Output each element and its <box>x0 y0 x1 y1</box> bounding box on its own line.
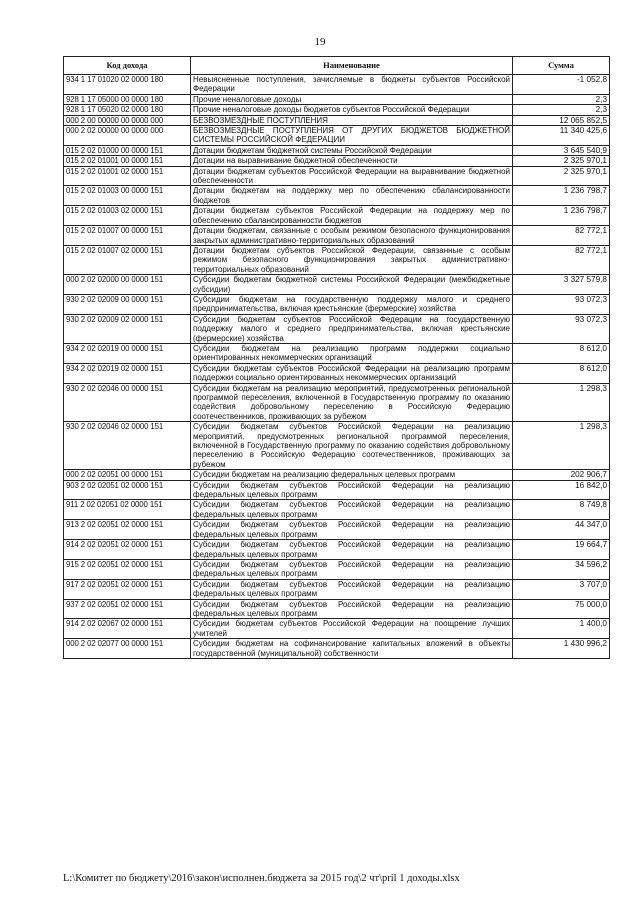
row-sum: 8 749,8 <box>513 500 610 520</box>
row-name: Субсидии бюджетам на реализацию федеральных целевых программ <box>191 470 513 480</box>
row-sum: 44 347,0 <box>513 520 610 540</box>
row-sum: 82 772,1 <box>513 245 610 274</box>
row-code: 930 2 02 02046 02 0000 151 <box>64 422 191 470</box>
table-row <box>64 294 610 314</box>
row-code: 015 2 02 01003 02 0000 151 <box>64 206 191 226</box>
row-code: 015 2 02 01007 02 0000 151 <box>64 245 191 274</box>
revenue-table <box>63 56 610 659</box>
row-sum: 11 340 425,6 <box>513 126 610 146</box>
row-sum: 1 298,3 <box>513 422 610 470</box>
row-sum: 1 430 996,2 <box>513 639 610 659</box>
table-row <box>64 186 610 206</box>
page-number: 19 <box>314 36 326 48</box>
row-name: Субсидии бюджетам субъектов Российской Федерации на поощрение лучших учителей <box>191 619 513 639</box>
table-row <box>64 500 610 520</box>
table-row <box>64 363 610 383</box>
table-row <box>64 619 610 639</box>
row-sum: 1 400,0 <box>513 619 610 639</box>
row-sum: -1 052,8 <box>513 75 610 95</box>
table-row <box>64 75 610 95</box>
row-sum: 82 772,1 <box>513 226 610 246</box>
row-name: Дотации бюджетам, связанные с особым режимом безопасного функционирования закрытых административно-территориальных образований <box>191 226 513 246</box>
table-row <box>64 540 610 560</box>
table-row <box>64 145 610 155</box>
row-sum: 75 000,0 <box>513 599 610 619</box>
row-sum: 2 325 970,1 <box>513 156 610 166</box>
row-code: 000 2 02 02077 00 0000 151 <box>64 639 191 659</box>
table-row <box>64 480 610 500</box>
table-row <box>64 343 610 363</box>
table-row <box>64 639 610 659</box>
row-code: 911 2 02 02051 02 0000 151 <box>64 500 191 520</box>
row-name: Дотации бюджетам на поддержку мер по обеспечению сбалансированности бюджетов <box>191 186 513 206</box>
header-name: Наименование <box>191 57 513 75</box>
table-row <box>64 579 610 599</box>
header-sum: Сумма <box>513 57 610 75</box>
row-code: 000 2 02 02000 00 0000 151 <box>64 275 191 295</box>
row-name: Дотации бюджетам субъектов Российской Федерации на выравнивание бюджетной обеспеченности <box>191 166 513 186</box>
table-row <box>64 422 610 470</box>
table-row <box>64 166 610 186</box>
row-sum: 3 327 579,8 <box>513 275 610 295</box>
row-name: Субсидии бюджетам субъектов Российской Федерации на реализацию мероприятий, предусмотренных региональной программой переселения, включенной в Государственную программу по оказанию содействия добровольному переселению в Российскую Федерацию соотечественников, проживающих за рубежом <box>191 422 513 470</box>
table-row <box>64 470 610 480</box>
table-row <box>64 115 610 125</box>
row-name: Дотации бюджетам субъектов Российской Федерации, связанные с особым режимом безопасного функционирования закрытых административно-территориальных образований <box>191 245 513 274</box>
row-code: 015 2 02 01001 00 0000 151 <box>64 156 191 166</box>
table-row <box>64 105 610 115</box>
table-row <box>64 314 610 343</box>
row-name: Субсидии бюджетам субъектов Российской Федерации на реализацию федеральных целевых программ <box>191 500 513 520</box>
row-name: Субсидии бюджетам на реализацию программ поддержки социально ориентированных некоммерческих организаций <box>191 343 513 363</box>
table-row <box>64 126 610 146</box>
row-code: 934 2 02 02019 02 0000 151 <box>64 363 191 383</box>
table-row <box>64 599 610 619</box>
row-code: 930 2 02 02009 02 0000 151 <box>64 314 191 343</box>
row-code: 015 2 02 01001 02 0000 151 <box>64 166 191 186</box>
row-name: Субсидии бюджетам на государственную поддержку малого и среднего предпринимательства, включая крестьянские (фермерские) хозяйства <box>191 294 513 314</box>
row-code: 015 2 02 01003 00 0000 151 <box>64 186 191 206</box>
row-code: 934 1 17 01020 02 0000 180 <box>64 75 191 95</box>
row-sum: 93 072,3 <box>513 294 610 314</box>
table-row <box>64 226 610 246</box>
table-row <box>64 383 610 422</box>
table-row <box>64 559 610 579</box>
row-sum: 2,3 <box>513 105 610 115</box>
row-name: Субсидии бюджетам субъектов Российской Федерации на реализацию федеральных целевых программ <box>191 579 513 599</box>
table-header-row <box>64 57 610 75</box>
row-name: Субсидии бюджетам на реализацию мероприятий, предусмотренных региональной программой переселения, включенной в Государственную программу по оказанию содействия добровольному переселению в Российскую Федерацию соотечественников, проживающих за рубежом <box>191 383 513 422</box>
row-sum: 19 664,7 <box>513 540 610 560</box>
table-row <box>64 94 610 104</box>
row-sum: 3 645 540,9 <box>513 145 610 155</box>
row-code: 015 2 02 01007 00 0000 151 <box>64 226 191 246</box>
row-sum: 1 236 798,7 <box>513 186 610 206</box>
row-code: 937 2 02 02051 02 0000 151 <box>64 599 191 619</box>
row-code: 930 2 02 02046 00 0000 151 <box>64 383 191 422</box>
row-name: Субсидии бюджетам субъектов Российской Федерации на реализацию федеральных целевых программ <box>191 599 513 619</box>
row-name: Субсидии бюджетам бюджетной системы Российской Федерации (межбюджетные субсидии) <box>191 275 513 295</box>
row-sum: 2,3 <box>513 94 610 104</box>
row-name: Субсидии бюджетам субъектов Российской Федерации на реализацию федеральных целевых программ <box>191 480 513 500</box>
row-code: 934 2 02 02019 00 0000 151 <box>64 343 191 363</box>
row-code: 000 2 00 00000 00 0000 000 <box>64 115 191 125</box>
table-row <box>64 156 610 166</box>
row-code: 015 2 02 01000 00 0000 151 <box>64 145 191 155</box>
table-row <box>64 275 610 295</box>
row-code: 914 2 02 02067 02 0000 151 <box>64 619 191 639</box>
row-name: Субсидии бюджетам субъектов Российской Федерации на реализацию федеральных целевых программ <box>191 520 513 540</box>
row-name: Субсидии бюджетам на софинансирование капитальных вложений в объекты государственной (муниципальной) собственности <box>191 639 513 659</box>
row-sum: 2 325 970,1 <box>513 166 610 186</box>
row-code: 930 2 02 02009 00 0000 151 <box>64 294 191 314</box>
row-sum: 93 072,3 <box>513 314 610 343</box>
row-code: 928 1 17 05000 00 0000 180 <box>64 94 191 104</box>
row-sum: 3 707,0 <box>513 579 610 599</box>
row-code: 917 2 02 02051 02 0000 151 <box>64 579 191 599</box>
row-name: Дотации бюджетам бюджетной системы Российской Федерации <box>191 145 513 155</box>
row-name: Прочие неналоговые доходы бюджетов субъектов Российской Федерации <box>191 105 513 115</box>
row-code: 914 2 02 02051 02 0000 151 <box>64 540 191 560</box>
header-code: Код дохода <box>64 57 191 75</box>
row-sum: 8 612,0 <box>513 343 610 363</box>
row-name: Невыясненные поступления, зачисляемые в бюджеты субъектов Российской Федерации <box>191 75 513 95</box>
row-name: Субсидии бюджетам субъектов Российской Федерации на государственную поддержку малого и среднего предпринимательства, включая крестьянские (фермерские) хозяйства <box>191 314 513 343</box>
row-code: 903 2 02 02051 02 0000 151 <box>64 480 191 500</box>
file-path-footer: L:\Комитет по бюджету\2016\закон\исполнен.бюджета за 2015 год\2 чт\pril 1 доходы.xlsx <box>63 873 460 884</box>
revenue-table-container <box>63 56 609 659</box>
row-name: Дотации бюджетам субъектов Российской Федерации на поддержку мер по обеспечению сбалансированности бюджетов <box>191 206 513 226</box>
row-sum: 1 298,3 <box>513 383 610 422</box>
row-sum: 34 596,2 <box>513 559 610 579</box>
table-row <box>64 206 610 226</box>
row-name: Дотации на выравнивание бюджетной обеспеченности <box>191 156 513 166</box>
table-row <box>64 520 610 540</box>
row-sum: 1 236 798,7 <box>513 206 610 226</box>
row-code: 913 2 02 02051 02 0000 151 <box>64 520 191 540</box>
row-code: 928 1 17 05020 02 0000 180 <box>64 105 191 115</box>
row-name: Субсидии бюджетам субъектов Российской Федерации на реализацию федеральных целевых программ <box>191 559 513 579</box>
row-sum: 8 612,0 <box>513 363 610 383</box>
row-sum: 12 065 852,5 <box>513 115 610 125</box>
row-name: Прочие неналоговые доходы <box>191 94 513 104</box>
row-code: 000 2 02 02051 00 0000 151 <box>64 470 191 480</box>
row-name: БЕЗВОЗМЕЗДНЫЕ ПОСТУПЛЕНИЯ ОТ ДРУГИХ БЮДЖЕТОВ БЮДЖЕТНОЙ СИСТЕМЫ РОССИЙСКОЙ ФЕДЕРАЦИИ <box>191 126 513 146</box>
row-code: 000 2 02 00000 00 0000 000 <box>64 126 191 146</box>
table-row <box>64 245 610 274</box>
row-name: Субсидии бюджетам субъектов Российской Федерации на реализацию федеральных целевых программ <box>191 540 513 560</box>
row-name: Субсидии бюджетам субъектов Российской Федерации на реализацию программ поддержки социально ориентированных некоммерческих организаций <box>191 363 513 383</box>
row-code: 915 2 02 02051 02 0000 151 <box>64 559 191 579</box>
row-sum: 16 842,0 <box>513 480 610 500</box>
row-sum: 202 906,7 <box>513 470 610 480</box>
table-body <box>64 75 610 659</box>
row-name: БЕЗВОЗМЕЗДНЫЕ ПОСТУПЛЕНИЯ <box>191 115 513 125</box>
